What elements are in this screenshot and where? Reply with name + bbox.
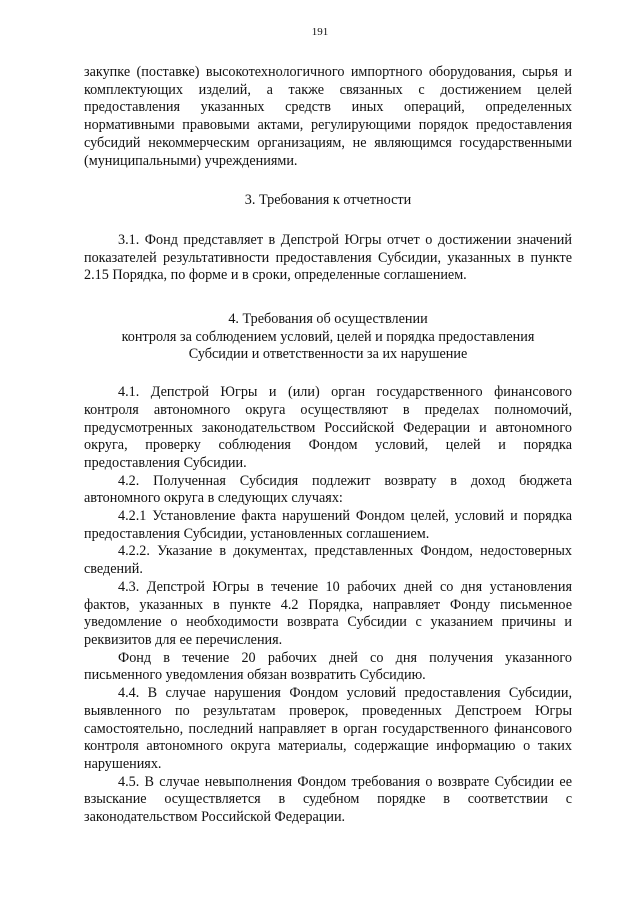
- paragraph-4-2-2: 4.2.2. Указание в документах, представленных Фондом, недостоверных сведений.: [84, 543, 572, 578]
- paragraph-4-1: 4.1. Депстрой Югры и (или) орган государственного финансового контроля автономного округа осуществляют в пределах полномочий, предусмотренных законодательством Российской Федерации и автономного округа, проверку соблюдения Фондом условий, целей и порядка предоставления Субсидии.: [84, 384, 572, 471]
- paragraph-4-3: 4.3. Депстрой Югры в течение 10 рабочих дней со дня установления фактов, указанных в пункте 4.2 Порядка, направляет Фонду письменное уведомление о необходимости возврата Субсидии с указанием причины и реквизитов для ее перечисления.: [84, 578, 572, 648]
- paragraph-4-4: 4.4. В случае нарушения Фондом условий предоставления Субсидии, выявленного по результатам проверок, проведенных Депстроем Югры самостоятельно, последний направляет в орган государственного финансового контроля автономного округа материалы, содержащие информацию о таких нарушениях.: [84, 685, 572, 772]
- section-4-heading-line2: контроля за соблюдением условий, целей и порядка предоставления: [121, 328, 535, 345]
- paragraph-4-2-1: 4.2.1 Установление факта нарушений Фондом целей, условий и порядка предоставления Субсидии, установленных соглашением.: [84, 508, 572, 542]
- document-body: [84, 64, 572, 827]
- section-4-heading-line1: 4. Требования об осуществлении: [228, 311, 428, 328]
- paragraph-4-5: 4.5. В случае невыполнения Фондом требования о возврате Субсидии ее взыскание осуществляется в судебном порядке в соответствии с законодательством Российской Федерации.: [84, 773, 572, 826]
- section-3-heading: 3. Требования к отчетности: [244, 192, 412, 209]
- section-4-heading-line3: Субсидии и ответственности за их нарушение: [188, 346, 468, 363]
- page-number: 191: [311, 26, 329, 38]
- paragraph-3-1: 3.1. Фонд представляет в Депстрой Югры отчет о достижении значений показателей результативности предоставления Субсидии, указанных в пункте 2.15 Порядка, по форме и в сроки, определенные соглашением.: [84, 231, 572, 284]
- intro-paragraph: закупке (поставке) высокотехнологичного импортного оборудования, сырья и комплектующих изделий, а также связанных с достижением целей предоставления указанных средств иных операций, определенных нормативными правовыми актами, регулирующими порядок предоставления субсидий некоммерческим организациям, не являющимся государственными (муниципальными) учреждениями.: [84, 64, 572, 169]
- paragraph-4-3-continued: Фонд в течение 20 рабочих дней со дня получения указанного письменного уведомления обязан возвратить Субсидию.: [84, 649, 572, 684]
- paragraph-4-2: 4.2. Полученная Субсидия подлежит возврату в доход бюджета автономного округа в следующих случаях:: [84, 472, 572, 507]
